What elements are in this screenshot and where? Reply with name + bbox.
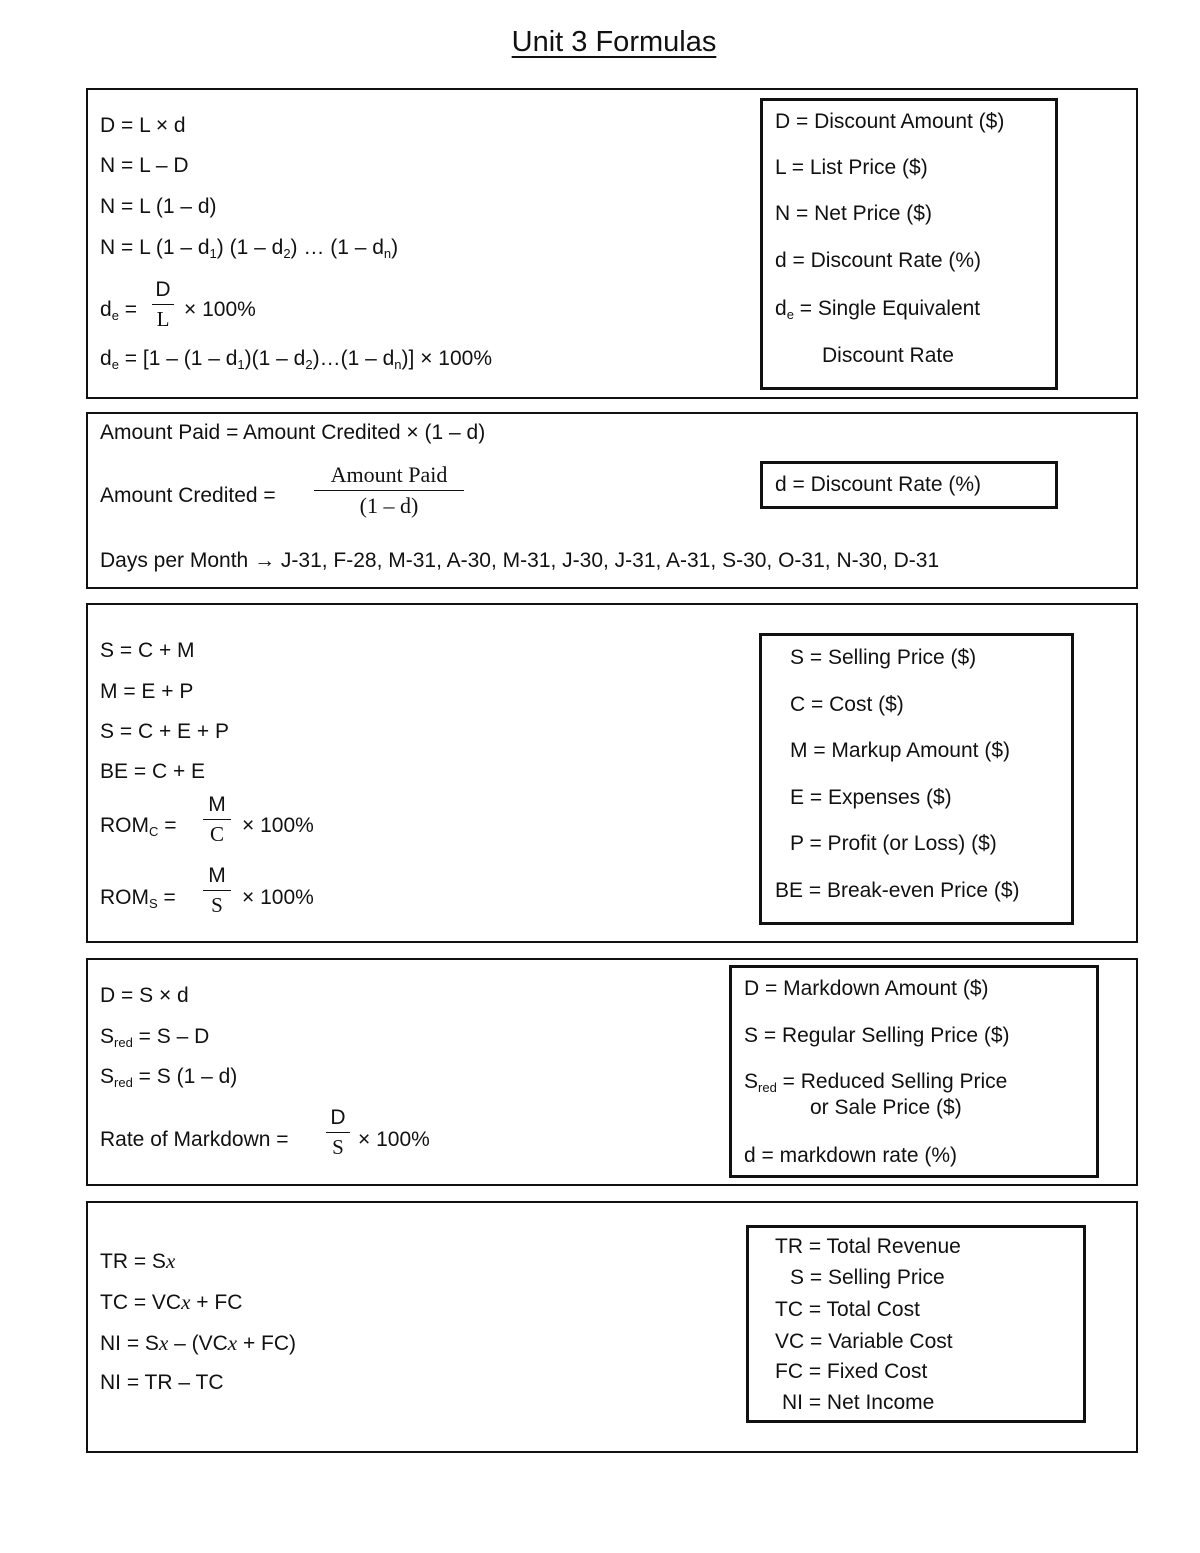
legend-item: BE = Break-even Price ($) [775, 879, 1020, 902]
legend-item: d = Discount Rate (%) [775, 473, 982, 496]
formula-rom-cost-lhs: $ROM_C$ = [100, 814, 177, 839]
legend-item: S = Regular Selling Price ($) [744, 1024, 1010, 1047]
legend-item: FC = Fixed Cost [775, 1360, 928, 1383]
legend-item: NI = Net Income [782, 1391, 935, 1414]
markup-section [86, 603, 1138, 943]
income-legend [746, 1225, 1086, 1423]
legend-item: M = Markup Amount ($) [790, 739, 1010, 762]
formula-total-revenue: TR = Sx [100, 1249, 176, 1273]
legend-item: d = Discount Rate (%) [775, 249, 982, 272]
formula-selling-price: S = C + M [100, 639, 195, 662]
formula-net-income: NI = Sx – (VCx + FC) [100, 1331, 297, 1355]
formula-markdown-amount: D = S × d [100, 984, 189, 1007]
discount-rate-legend [760, 461, 1058, 509]
legend-item: S = Selling Price [790, 1266, 945, 1289]
legend-item: Discount Rate [822, 344, 954, 367]
legend-item: D = Markdown Amount ($) [744, 977, 989, 1000]
markup-legend [759, 633, 1074, 925]
days-per-month: Days per Month → J-31, F-28, M-31, A-30, M-31, J-30, J-31, A-31, S-30, O-31, N-30, D-31 [100, 549, 940, 572]
legend-item: $S_{red}$ = Reduced Selling Price [744, 1070, 1008, 1095]
discount-legend [760, 98, 1058, 390]
formula-rate-of-markdown-lhs: Rate of Markdown = [100, 1128, 289, 1151]
formula-markup: M = E + P [100, 680, 194, 703]
formula-net-price-series: N = L $(1 - d_1)$ $(1 - d_2)$ … $(1 - d_n)$ [100, 236, 399, 261]
markdown-section [86, 958, 1138, 1186]
legend-item: VC = Variable Cost [775, 1330, 953, 1353]
formula-discount-amount: D = L × d [100, 114, 186, 137]
formula-reduced-price-rate: $S_{red} = S$ (1 – d) [100, 1065, 238, 1090]
income-section [86, 1201, 1138, 1453]
formula-single-equivalent-series: $d_e = [1 - (1 - d_1)(1$ – $d_2)\dots(1 - d_n)] \times 100\%$ [100, 347, 493, 372]
formula-rate-of-markdown-tail: × 100% [358, 1128, 430, 1151]
legend-item: C = Cost ($) [790, 693, 904, 716]
formula-net-income-short: NI = TR – TC [100, 1371, 224, 1394]
legend-item: L = List Price ($) [775, 156, 928, 179]
fraction-amount-paid: Amount Paid (1 – d) [314, 462, 464, 519]
legend-item: TR = Total Revenue [775, 1235, 961, 1258]
formula-net-price-rate: N = L (1 – d) [100, 195, 217, 218]
fraction-d-over-l: D L [152, 278, 174, 332]
fraction-m-over-s: M S [203, 864, 231, 918]
fraction-d-over-s: D S [326, 1106, 350, 1160]
legend-item: E = Expenses ($) [790, 786, 952, 809]
legend-item: P = Profit (or Loss) ($) [790, 832, 997, 855]
formula-rom-selling-tail: × 100% [242, 886, 314, 909]
formula-total-cost: TC = VCx + FC [100, 1290, 243, 1314]
formula-rom-cost-tail: × 100% [242, 814, 314, 837]
formula-rom-selling-lhs: $ROM_S$ = [100, 886, 176, 911]
page-title: Unit 3 Formulas [511, 26, 717, 58]
formula-amount-paid: Amount Paid = Amount Credited × (1 – d) [100, 421, 486, 444]
formula-amount-credited-lhs: Amount Credited = [100, 484, 276, 507]
legend-item: TC = Total Cost [775, 1298, 920, 1321]
legend-item: $d_e$ = Single Equivalent [775, 297, 981, 322]
legend-item: or Sale Price ($) [810, 1096, 962, 1119]
fraction-m-over-c: M C [203, 793, 231, 847]
legend-item: N = Net Price ($) [775, 202, 932, 225]
trade-discount-section [86, 88, 1138, 399]
legend-item: d = markdown rate (%) [744, 1144, 957, 1167]
legend-item: S = Selling Price ($) [790, 646, 977, 669]
formula-selling-price-expanded: S = C + E + P [100, 720, 229, 743]
partial-payment-section [86, 412, 1138, 589]
markdown-legend [729, 965, 1099, 1178]
formula-reduced-price: $S_{red} = S - D$ [100, 1025, 210, 1050]
formula-single-equivalent-rate-lhs: $d_e$ = [100, 298, 138, 323]
formula-break-even: BE = C + E [100, 760, 206, 783]
formula-net-price: N = L – D [100, 154, 189, 177]
legend-item: D = Discount Amount ($) [775, 110, 1005, 133]
formula-single-equivalent-rate-tail: × 100% [184, 298, 256, 321]
